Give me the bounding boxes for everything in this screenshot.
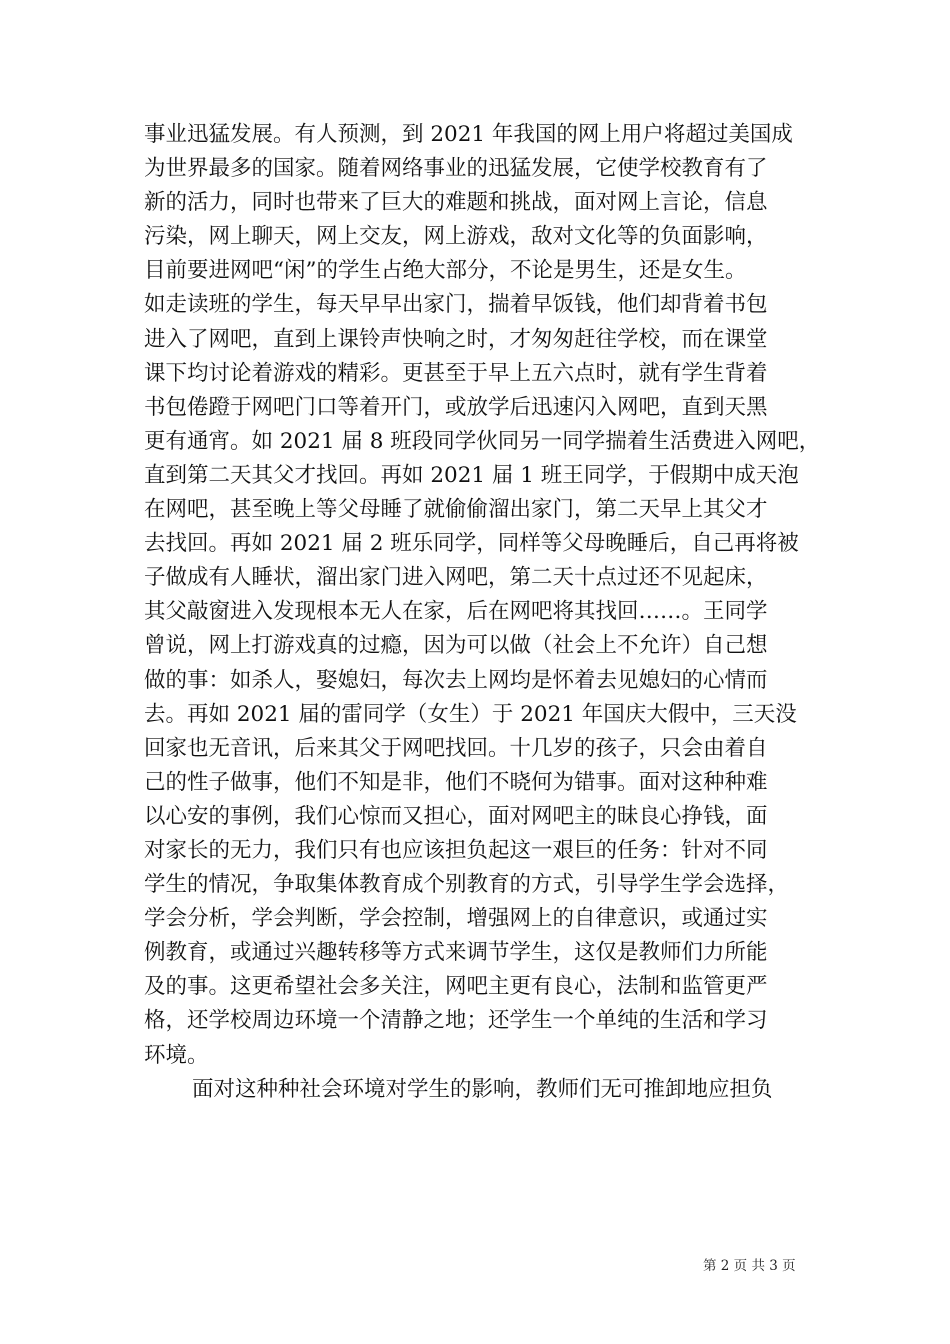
text-line: 更有通宵。如 2021 届 8 班段同学伙同另一同学揣着生活费进入网吧， <box>144 428 821 454</box>
text-line: 目前要进网吧“闲”的学生占绝大部分，不论是男生，还是女生。 <box>144 258 747 284</box>
body-text <box>144 118 824 1107</box>
text-line: 环境。 <box>144 1042 209 1068</box>
text-line: 污染，网上聊天，网上交友，网上游戏，敌对文化等的负面影响， <box>144 224 768 250</box>
text-line: 书包倦蹬于网吧门口等着开门，或放学后迅速闪入网吧，直到天黑 <box>144 394 768 420</box>
text-line: 进入了网吧，直到上课铃声快响之时，才匆匆赶往学校，而在课堂 <box>144 326 768 352</box>
text-line: 子做成有人睡状，溜出家门进入网吧，第二天十点过还不见起床， <box>144 565 768 591</box>
text-line: 做的事：如杀人，娶媳妇，每次去上网均是怀着去见媳妇的心情而 <box>144 667 768 693</box>
text-line: 其父敲窗进入发现根本无人在家，后在网吧将其找回……。王同学 <box>144 599 768 625</box>
text-line: 及的事。这更希望社会多关注，网吧主更有良心，法制和监管更严 <box>144 974 768 1000</box>
text-line: 学会分析，学会判断，学会控制，增强网上的自律意识，或通过实 <box>144 906 768 932</box>
text-line: 直到第二天其父才找回。再如 2021 届 1 班王同学，于假期中成天泡 <box>144 462 799 488</box>
text-line: 在网吧，甚至晚上等父母睡了就偷偷溜出家门，第二天早上其父才 <box>144 497 768 523</box>
text-line: 去找回。再如 2021 届 2 班乐同学，同样等父母晚睡后，自己再将被 <box>144 531 799 557</box>
text-line: 课下均讨论着游戏的精彩。更甚至于早上五六点时，就有学生背着 <box>144 360 768 386</box>
text-line: 回家也无音讯，后来其父于网吧找回。十几岁的孩子，只会由着自 <box>144 735 768 761</box>
text-line: 新的活力，同时也带来了巨大的难题和挑战，面对网上言论，信息 <box>144 190 768 216</box>
text-line: 己的性子做事，他们不知是非，他们不晓何为错事。面对这种种难 <box>144 769 768 795</box>
text-line: 格，还学校周边环境一个清静之地；还学生一个单纯的生活和学习 <box>144 1008 768 1034</box>
text-line: 学生的情况，争取集体教育成个别教育的方式，引导学生学会选择， <box>144 872 790 898</box>
paragraph-start-line: 面对这种种社会环境对学生的影响，教师们无可推卸地应担负 <box>192 1076 773 1102</box>
text-line: 如走读班的学生，每天早早出家门，揣着早饭钱，他们却背着书包 <box>144 292 768 318</box>
text-line: 曾说，网上打游戏真的过瘾，因为可以做（社会上不允许）自己想 <box>144 633 768 659</box>
text-line: 去。再如 2021 届的雷同学（女生）于 2021 年国庆大假中，三天没 <box>144 701 797 727</box>
text-line: 事业迅猛发展。有人预测，到 2021 年我国的网上用户将超过美国成 <box>144 122 793 147</box>
text-line: 以心安的事例，我们心惊而又担心，面对网吧主的昧良心挣钱，面 <box>144 803 768 829</box>
text-line: 例教育，或通过兴趣转移等方式来调节学生，这仅是教师们力所能 <box>144 940 768 966</box>
page-number-footer: 第 2 页 共 3 页 <box>703 1258 796 1274</box>
text-line: 对家长的无力，我们只有也应该担负起这一艰巨的任务：针对不同 <box>144 837 768 863</box>
text-line: 为世界最多的国家。随着网络事业的迅猛发展，它使学校教育有了 <box>144 156 768 182</box>
